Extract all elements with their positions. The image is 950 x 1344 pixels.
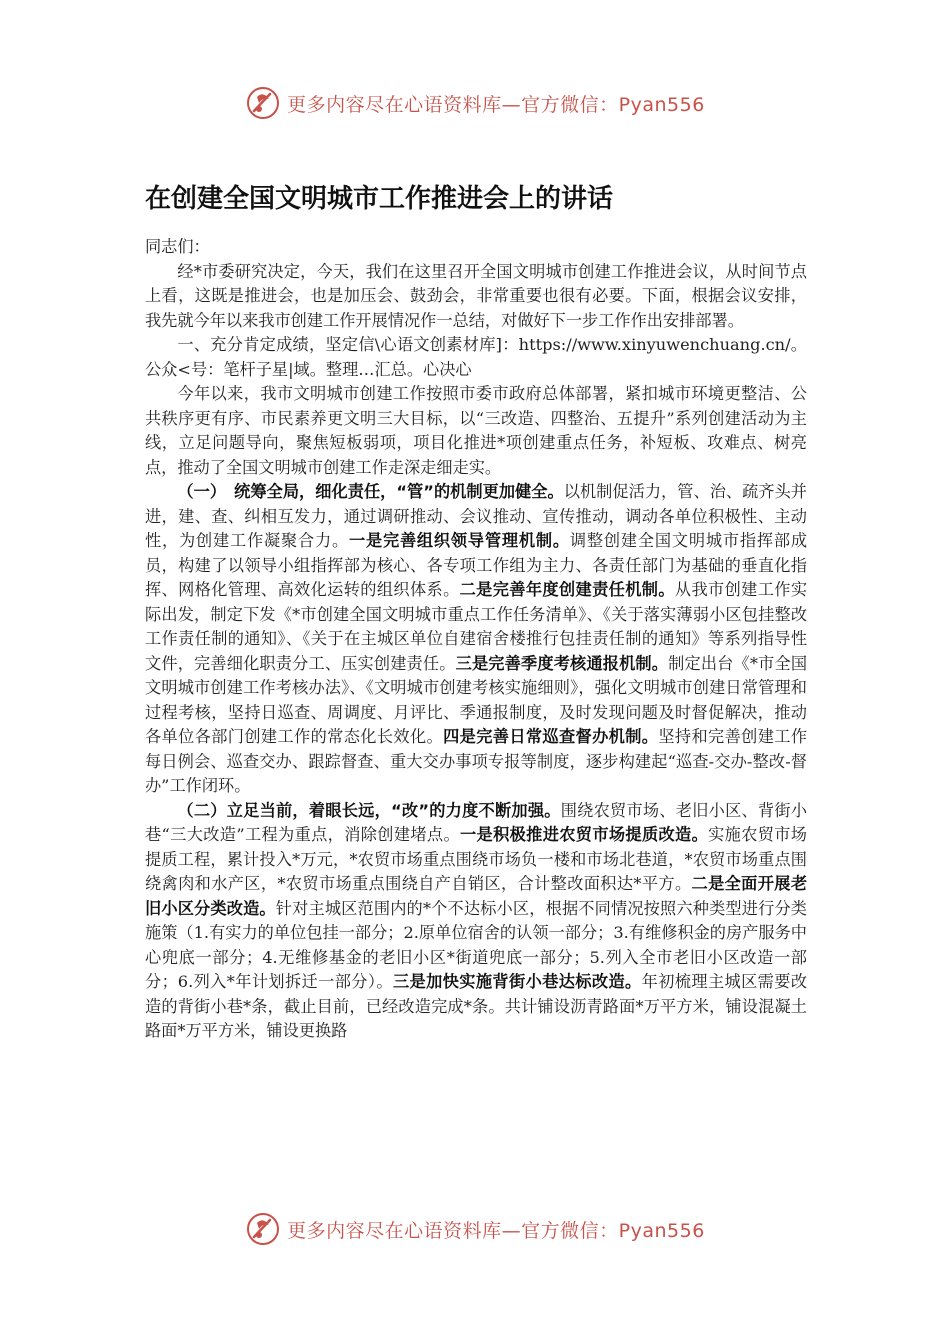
- paragraph-mechanism: （一） 统筹全局，细化责任，“管”的机制更加健全。以机制促活力，管、治、疏齐头并进，建、查、纠相互发力，通过调研推动、会议推动、宣传推动，调动各单位积极性、主动性，为创建工作凝聚合力。一是完善组织领导管理机制。调整创建全国文明城市指挥部成员，构建了以领导小组指挥部为核心、各专项工作组为主力、各责任部门为基础的垂直化指挥、网格化管理、高效化运转的组织体系。二是完善年度创建责任机制。从我市创建工作实际出发，制定下发《*市创建全国文明城市重点工作任务清单》、《关于落实薄弱小区包挂整改工作责任制的通知》、《关于在主城区单位自建宿舍楼推行包挂责任制的通知》等系列指导性文件，完善细化职责分工、压实创建责任。三是完善季度考核通报机制。制定出台《*市全国文明城市创建工作考核办法》、《文明城市创建考核实施细则》，强化文明城市创建日常管理和过程考核，坚持日巡查、周调度、月评比、季通报制度，及时发现问题及时督促解决，推动各单位各部门创建工作的常态化长效化。四是完善日常巡查督办机制。坚持和完善创建工作每日例会、巡查交办、跟踪督查、重大交办事项专报等制度，逐步构建起“巡查-交办-整改-督办”工作闭环。: [145, 482, 808, 795]
- document-body: [145, 235, 807, 1044]
- summary-paragraph: 今年以来，我市文明城市创建工作按照市委市政府总体部署，紧扣城市环境更整洁、公共秩序更有序、市民素养更文明三大目标，以“三改造、四整治、五提升”系列创建活动为主线，立足问题导向，聚焦短板弱项，项目化推进*项创建重点任务，补短板、攻难点、树亮点，推动了全国文明城市创建工作走深走细走实。: [145, 384, 807, 477]
- subheading-mechanism: （一） 统筹全局，细化责任，“管”的机制更加健全。: [177, 482, 564, 501]
- section-heading: 一、充分肯定成绩，坚定信\心语文创素材库]：https://www.xinyuwenchuang.cn/。公众<号：笔杆子星|域。整理…汇总。心决心: [145, 335, 807, 379]
- intro-paragraph: 经*市委研究决定，今天，我们在这里召开全国文明城市创建工作推进会议，从时间节点上看，这既是推进会，也是加压会、鼓劲会，非常重要也很有必要。下面，根据会议安排，我先就今年以来我市创建工作开展情况作一总结，对做好下一步工作作出安排部署。: [145, 261, 807, 330]
- banner-text: 更多内容尽在心语资料库—官方微信：Pyan556: [287, 93, 705, 116]
- header-banner: [0, 83, 950, 123]
- paragraph-reform: （二）立足当前，着眼长远，“改”的力度不断加强。围绕农贸市场、老旧小区、背街小巷“三大改造”工程为重点，消除创建堵点。一是积极推进农贸市场提质改造。实施农贸市场提质工程，累计投入*万元，*农贸市场重点围绕市场负一楼和市场北巷道，*农贸市场重点围绕禽肉和水产区，*农贸市场重点围绕自产自销区，合计整改面积达*平方。二是全面开展老旧小区分类改造。针对主城区范围内的*个不达标小区，根据不同情况按照六种类型进行分类施策（1.有实力的单位包挂一部分；2.原单位宿舍的认领一部分；3.有维修积金的房产服务中心兜底一部分；4.无维修基金的老旧小区*街道兜底一部分；5.列入全市老旧小区改造一部分；6.列入*年计划拆迁一部分）。三是加快实施背街小巷达标改造。年初梳理主城区需要改造的背街小巷*条，截止目前，已经改造完成*条。共计铺设沥青路面*万平方米，铺设混凝土路面*万平方米，铺设更换路: [145, 800, 808, 1040]
- logo-icon: [245, 1211, 281, 1247]
- subheading-reform: （二）立足当前，着眼长远，“改”的力度不断加强。: [177, 800, 561, 820]
- page-title: 在创建全国文明城市工作推进会上的讲话: [145, 184, 614, 214]
- logo-icon: [245, 85, 281, 121]
- footer-banner: [0, 1209, 950, 1249]
- banner-text: 更多内容尽在心语资料库—官方微信：Pyan556: [287, 1219, 705, 1242]
- greeting: 同志们：: [145, 237, 210, 256]
